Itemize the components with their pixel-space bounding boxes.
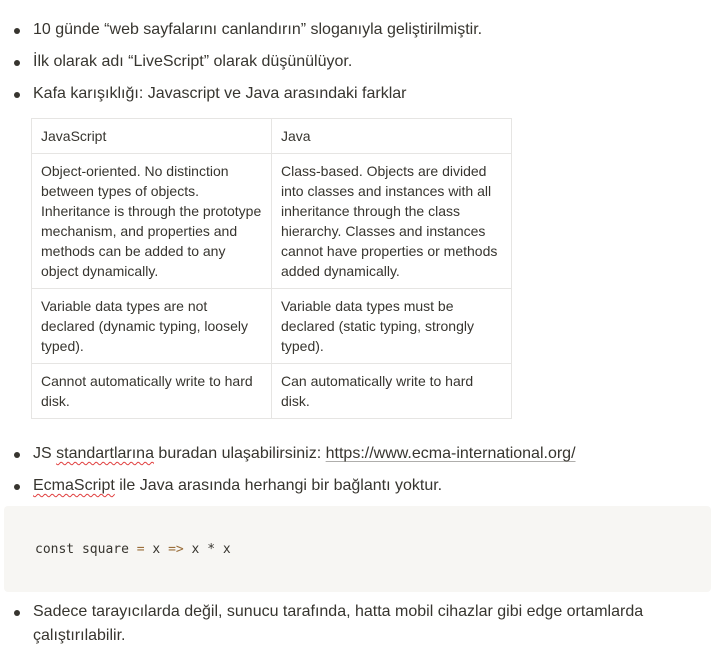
table-cell[interactable]: Cannot automatically write to hard disk. xyxy=(32,364,272,419)
code-operator: = xyxy=(136,542,145,557)
bullet-text: Sadece tarayıcılarda değil, sunucu tarafında, hatta mobil cihazlar gibi edge ortamlarda çalıştırılabilir. xyxy=(33,603,644,644)
text-fragment: ile Java arasında herhangi bir bağlantı yoktur. xyxy=(114,477,443,494)
table-cell[interactable]: Class-based. Objects are divided into classes and instances with all inheritance through the class hierarchy. Classes and instances cannot have properties or methods added dynamically. xyxy=(272,154,512,289)
table-header-cell[interactable]: JavaScript xyxy=(32,119,272,154)
spellcheck-word: standartlarına xyxy=(56,445,154,462)
bullet-dot xyxy=(14,60,20,66)
bullet-dot xyxy=(14,92,20,98)
bullet-dot xyxy=(14,28,20,34)
table-cell[interactable]: Can automatically write to hard disk. xyxy=(272,364,512,419)
code-line xyxy=(35,540,231,560)
bullet-dot xyxy=(14,610,20,616)
bullet-text xyxy=(33,442,693,466)
table-cell[interactable]: Variable data types are not declared (dynamic typing, loosely typed). xyxy=(32,289,272,364)
text-fragment: buradan ulaşabilirsiniz: xyxy=(153,445,326,462)
table-row xyxy=(32,154,512,289)
code-token: x * x xyxy=(183,542,231,557)
spellcheck-word: EcmaScript xyxy=(33,477,115,494)
table-row xyxy=(32,364,512,419)
bullet-text xyxy=(33,474,693,498)
code-token: const square xyxy=(35,542,137,557)
code-operator: => xyxy=(168,542,184,557)
bullet-dot xyxy=(14,452,20,458)
code-block[interactable] xyxy=(4,506,711,592)
comparison-table xyxy=(31,118,512,419)
text-fragment: JS xyxy=(33,445,57,462)
table-header-row xyxy=(32,119,512,154)
table-cell[interactable]: Object-oriented. No distinction between types of objects. Inheritance is through the prototype mechanism, and properties and methods can be added to any object dynamically. xyxy=(32,154,272,289)
ecma-link[interactable]: https://www.ecma-international.org/ xyxy=(325,445,576,462)
table-cell[interactable]: Variable data types must be declared (static typing, strongly typed). xyxy=(272,289,512,364)
bullet-text: 10 günde “web sayfalarını canlandırın” sloganıyla geliştirilmiştir. xyxy=(33,21,483,38)
code-token: x xyxy=(144,542,169,557)
table-header-cell[interactable]: Java xyxy=(272,119,512,154)
bullet-dot xyxy=(14,484,20,490)
bullet-text: Kafa karışıklığı: Javascript ve Java arasındaki farklar xyxy=(33,85,407,102)
bullet-text: İlk olarak adı “LiveScript” olarak düşünülüyor. xyxy=(33,53,353,70)
table-row xyxy=(32,289,512,364)
